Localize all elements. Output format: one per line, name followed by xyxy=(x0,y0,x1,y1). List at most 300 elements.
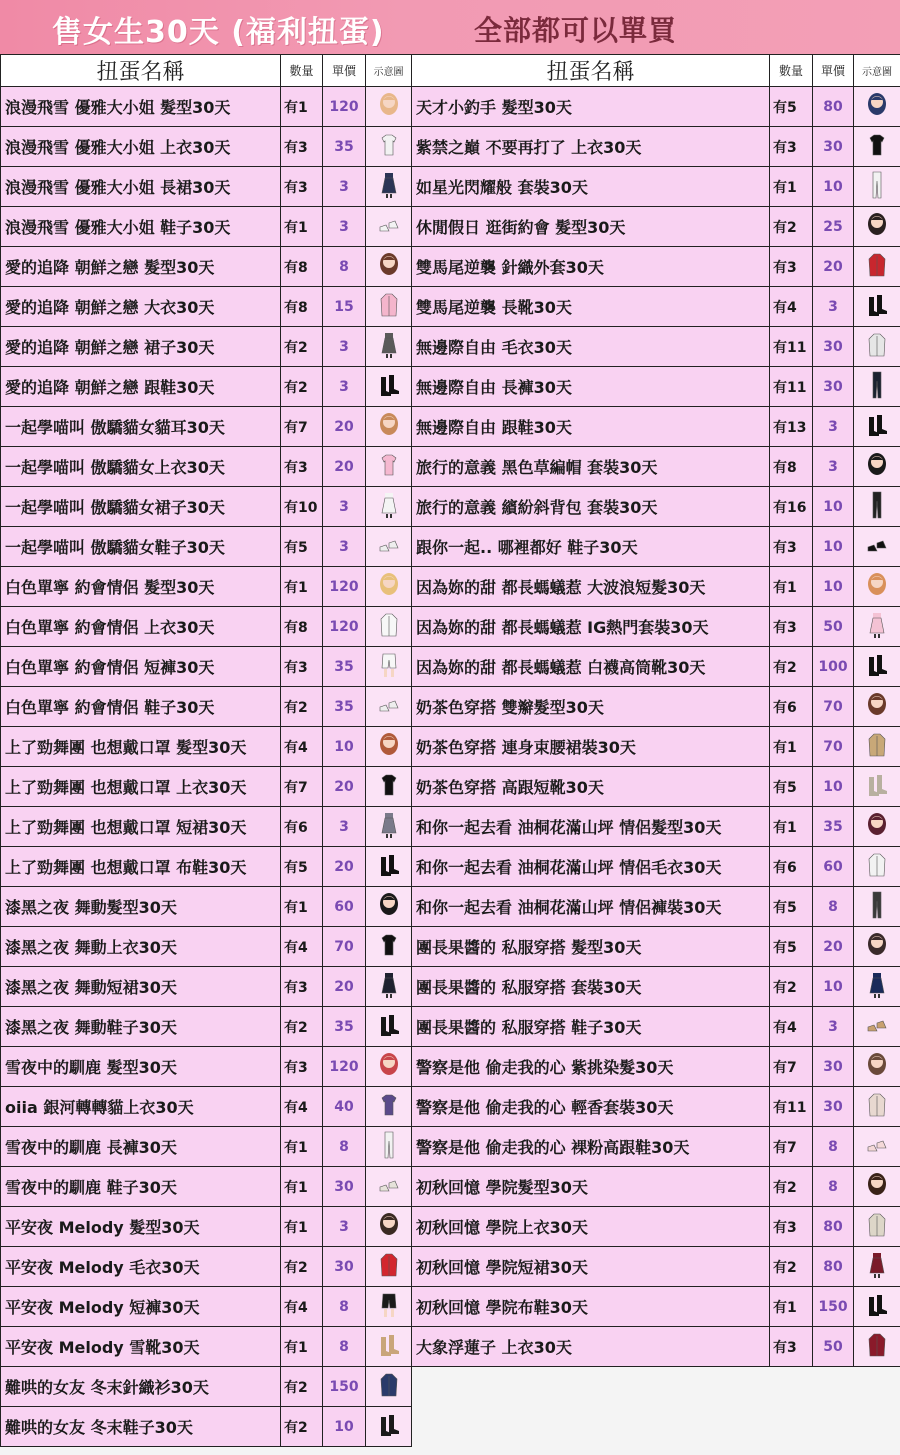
coat-thumb-icon xyxy=(376,1249,402,1285)
item-name: 初秋回憶 學院短裙30天 xyxy=(412,1247,770,1287)
item-quantity: 有8 xyxy=(281,607,323,647)
table-row xyxy=(412,207,900,247)
table-row xyxy=(412,1007,900,1047)
item-quantity: 有4 xyxy=(281,727,323,767)
table-row xyxy=(412,1167,900,1207)
item-price: 80 xyxy=(813,1247,854,1287)
item-price: 10 xyxy=(813,567,854,607)
hair-thumb-icon xyxy=(864,689,890,725)
skirt-thumb-icon xyxy=(864,1249,890,1285)
item-price: 80 xyxy=(813,1207,854,1247)
item-quantity: 有2 xyxy=(281,1007,323,1047)
item-price: 3 xyxy=(323,167,366,207)
item-name: 初秋回憶 學院髮型30天 xyxy=(412,1167,770,1207)
item-thumbnail-cell xyxy=(366,847,412,887)
table-row xyxy=(1,1007,412,1047)
table-row xyxy=(412,927,900,967)
item-price: 30 xyxy=(813,327,854,367)
boots-thumb-icon xyxy=(376,849,402,885)
top-thumb-icon xyxy=(376,129,402,165)
table-row xyxy=(1,367,412,407)
item-quantity: 有3 xyxy=(281,167,323,207)
item-thumbnail-cell xyxy=(366,887,412,927)
item-price: 3 xyxy=(323,527,366,567)
item-name: 漆黑之夜 舞動鞋子30天 xyxy=(1,1007,281,1047)
hair-thumb-icon xyxy=(864,209,890,245)
coat-thumb-icon xyxy=(376,1369,402,1405)
table-row xyxy=(412,687,900,727)
boots-thumb-icon xyxy=(864,769,890,805)
coat-thumb-icon xyxy=(864,729,890,765)
table-row xyxy=(1,847,412,887)
item-quantity: 有7 xyxy=(770,1047,813,1087)
item-name: 浪漫飛雪 優雅大小姐 上衣30天 xyxy=(1,127,281,167)
item-quantity: 有1 xyxy=(281,567,323,607)
item-price: 30 xyxy=(813,1087,854,1127)
boots-thumb-icon xyxy=(864,649,890,685)
item-name: 奶茶色穿搭 高跟短靴30天 xyxy=(412,767,770,807)
item-price: 8 xyxy=(813,1127,854,1167)
item-price: 3 xyxy=(813,447,854,487)
table-row xyxy=(1,1127,412,1167)
table-row xyxy=(1,1367,412,1407)
item-quantity: 有1 xyxy=(281,1207,323,1247)
table-row xyxy=(1,247,412,287)
item-quantity: 有10 xyxy=(281,487,323,527)
skirt-thumb-icon xyxy=(864,969,890,1005)
item-thumbnail-cell xyxy=(854,607,900,647)
item-thumbnail-cell xyxy=(366,1007,412,1047)
item-quantity: 有3 xyxy=(770,127,813,167)
item-thumbnail-cell xyxy=(366,1247,412,1287)
item-price: 40 xyxy=(323,1087,366,1127)
boots-thumb-icon xyxy=(864,289,890,325)
item-price: 20 xyxy=(323,447,366,487)
column-header-name: 扭蛋名稱 xyxy=(1,55,281,87)
item-thumbnail-cell xyxy=(854,407,900,447)
item-price: 150 xyxy=(813,1287,854,1327)
item-name: 無邊際自由 毛衣30天 xyxy=(412,327,770,367)
coat-thumb-icon xyxy=(864,849,890,885)
item-thumbnail-cell xyxy=(854,927,900,967)
item-quantity: 有1 xyxy=(281,1167,323,1207)
item-price: 10 xyxy=(323,727,366,767)
item-price: 3 xyxy=(323,367,366,407)
item-thumbnail-cell xyxy=(854,287,900,327)
item-quantity: 有5 xyxy=(770,927,813,967)
column-header-qty: 數量 xyxy=(770,55,813,87)
item-name: 雙馬尾逆襲 長靴30天 xyxy=(412,287,770,327)
item-price: 120 xyxy=(323,567,366,607)
column-header-price: 單價 xyxy=(813,55,854,87)
item-price: 35 xyxy=(323,1007,366,1047)
item-name: 休閒假日 逛街約會 髮型30天 xyxy=(412,207,770,247)
boots-thumb-icon xyxy=(376,369,402,405)
item-price: 8 xyxy=(323,1127,366,1167)
shoes-thumb-icon xyxy=(864,1129,890,1165)
item-name: 白色單寧 約會情侶 上衣30天 xyxy=(1,607,281,647)
item-thumbnail-cell xyxy=(854,1167,900,1207)
shoes-thumb-icon xyxy=(864,529,890,565)
item-thumbnail-cell xyxy=(854,1047,900,1087)
item-name: 天才小釣手 髮型30天 xyxy=(412,87,770,127)
coat-thumb-icon xyxy=(376,289,402,325)
item-thumbnail-cell xyxy=(854,87,900,127)
item-quantity: 有6 xyxy=(281,807,323,847)
item-name: 警察是他 偷走我的心 裸粉高跟鞋30天 xyxy=(412,1127,770,1167)
item-price: 15 xyxy=(323,287,366,327)
table-row xyxy=(412,487,900,527)
table-row xyxy=(1,727,412,767)
item-quantity: 有2 xyxy=(281,1407,323,1447)
item-quantity: 有2 xyxy=(281,687,323,727)
table-row xyxy=(412,287,900,327)
item-name: 大象浮蓮子 上衣30天 xyxy=(412,1327,770,1367)
item-quantity: 有7 xyxy=(281,407,323,447)
item-name: 平安夜 Melody 毛衣30天 xyxy=(1,1247,281,1287)
item-price: 70 xyxy=(323,927,366,967)
item-quantity: 有3 xyxy=(281,447,323,487)
item-quantity: 有1 xyxy=(281,1327,323,1367)
table-row xyxy=(1,687,412,727)
item-price: 60 xyxy=(323,887,366,927)
item-name: 雪夜中的馴鹿 鞋子30天 xyxy=(1,1167,281,1207)
skirt-thumb-icon xyxy=(864,609,890,645)
top-thumb-icon xyxy=(376,449,402,485)
skirt-thumb-icon xyxy=(376,169,402,205)
item-price: 30 xyxy=(323,1247,366,1287)
item-thumbnail-cell xyxy=(366,127,412,167)
item-name: 浪漫飛雪 優雅大小姐 長裙30天 xyxy=(1,167,281,207)
item-thumbnail-cell xyxy=(854,1087,900,1127)
boots-thumb-icon xyxy=(864,409,890,445)
hair-thumb-icon xyxy=(864,569,890,605)
shoes-thumb-icon xyxy=(376,1169,402,1205)
item-quantity: 有2 xyxy=(281,327,323,367)
shoes-thumb-icon xyxy=(376,209,402,245)
item-quantity: 有1 xyxy=(281,87,323,127)
coat-thumb-icon xyxy=(864,1089,890,1125)
item-name: 雪夜中的馴鹿 髮型30天 xyxy=(1,1047,281,1087)
item-name: 上了勁舞團 也想戴口罩 髮型30天 xyxy=(1,727,281,767)
item-name: 和你一起去看 油桐花滿山坪 情侶毛衣30天 xyxy=(412,847,770,887)
hair-thumb-icon xyxy=(376,1209,402,1245)
item-quantity: 有4 xyxy=(770,1007,813,1047)
item-thumbnail-cell xyxy=(854,247,900,287)
item-quantity: 有1 xyxy=(281,1127,323,1167)
item-name: 無邊際自由 跟鞋30天 xyxy=(412,407,770,447)
item-name: 平安夜 Melody 雪靴30天 xyxy=(1,1327,281,1367)
table-row xyxy=(412,167,900,207)
item-thumbnail-cell xyxy=(366,607,412,647)
item-name: 一起學喵叫 傲驕貓女上衣30天 xyxy=(1,447,281,487)
item-quantity: 有2 xyxy=(281,1367,323,1407)
table-row xyxy=(1,1407,412,1447)
item-price: 120 xyxy=(323,607,366,647)
item-quantity: 有7 xyxy=(281,767,323,807)
table-row xyxy=(412,1247,900,1287)
item-name: 漆黑之夜 舞動髮型30天 xyxy=(1,887,281,927)
hair-thumb-icon xyxy=(376,889,402,925)
item-thumbnail-cell xyxy=(366,1047,412,1087)
item-thumbnail-cell xyxy=(854,647,900,687)
item-thumbnail-cell xyxy=(854,967,900,1007)
item-thumbnail-cell xyxy=(854,1127,900,1167)
table-row xyxy=(412,527,900,567)
item-name: 和你一起去看 油桐花滿山坪 情侶髮型30天 xyxy=(412,807,770,847)
item-name: 上了勁舞團 也想戴口罩 上衣30天 xyxy=(1,767,281,807)
item-thumbnail-cell xyxy=(366,647,412,687)
table-row xyxy=(412,727,900,767)
column-header-thumb: 示意圖 xyxy=(854,55,900,87)
item-name: 漆黑之夜 舞動短裙30天 xyxy=(1,967,281,1007)
item-name: 平安夜 Melody 髮型30天 xyxy=(1,1207,281,1247)
item-name: 難哄的女友 冬末鞋子30天 xyxy=(1,1407,281,1447)
item-price: 120 xyxy=(323,1047,366,1087)
header-banner xyxy=(0,0,900,54)
item-quantity: 有3 xyxy=(770,1207,813,1247)
table-row xyxy=(1,87,412,127)
item-thumbnail-cell xyxy=(854,807,900,847)
item-thumbnail-cell xyxy=(366,687,412,727)
item-quantity: 有2 xyxy=(770,647,813,687)
item-price: 3 xyxy=(323,207,366,247)
pants-thumb-icon xyxy=(864,169,890,205)
item-quantity: 有1 xyxy=(770,1287,813,1327)
item-quantity: 有2 xyxy=(281,367,323,407)
pants-thumb-icon xyxy=(864,369,890,405)
item-quantity: 有3 xyxy=(281,967,323,1007)
item-quantity: 有5 xyxy=(770,887,813,927)
table-row xyxy=(1,1087,412,1127)
item-thumbnail-cell xyxy=(366,1367,412,1407)
item-name: 紫禁之巔 不要再打了 上衣30天 xyxy=(412,127,770,167)
skirt-thumb-icon xyxy=(376,329,402,365)
item-price: 70 xyxy=(813,727,854,767)
table-row xyxy=(412,1127,900,1167)
item-name: 浪漫飛雪 優雅大小姐 髮型30天 xyxy=(1,87,281,127)
item-name: 雙馬尾逆襲 針織外套30天 xyxy=(412,247,770,287)
item-name: 初秋回憶 學院布鞋30天 xyxy=(412,1287,770,1327)
item-thumbnail-cell xyxy=(366,1287,412,1327)
table-row xyxy=(412,1327,900,1367)
item-quantity: 有2 xyxy=(770,207,813,247)
item-thumbnail-cell xyxy=(854,847,900,887)
item-price: 35 xyxy=(323,127,366,167)
item-price: 3 xyxy=(813,287,854,327)
table-row xyxy=(1,207,412,247)
page-subtitle: 全部都可以單買 xyxy=(474,14,678,47)
table-row xyxy=(1,967,412,1007)
table-row xyxy=(1,527,412,567)
table-row xyxy=(412,767,900,807)
item-price: 3 xyxy=(323,327,366,367)
shorts-thumb-icon xyxy=(376,1289,402,1325)
table-row xyxy=(412,1047,900,1087)
table-row xyxy=(1,767,412,807)
item-price: 80 xyxy=(813,87,854,127)
item-price: 100 xyxy=(813,647,854,687)
item-price: 35 xyxy=(323,687,366,727)
item-quantity: 有1 xyxy=(770,167,813,207)
item-quantity: 有3 xyxy=(281,647,323,687)
item-quantity: 有5 xyxy=(281,847,323,887)
item-thumbnail-cell xyxy=(854,1287,900,1327)
table-row xyxy=(1,927,412,967)
item-name: 上了勁舞團 也想戴口罩 布鞋30天 xyxy=(1,847,281,887)
table-row xyxy=(412,247,900,287)
table-row xyxy=(412,1207,900,1247)
item-quantity: 有7 xyxy=(770,1127,813,1167)
item-price: 30 xyxy=(813,127,854,167)
table-row xyxy=(1,1167,412,1207)
item-quantity: 有5 xyxy=(281,527,323,567)
table-row xyxy=(412,87,900,127)
top-thumb-icon xyxy=(864,129,890,165)
coat-thumb-icon xyxy=(864,1329,890,1365)
item-thumbnail-cell xyxy=(854,687,900,727)
hair-thumb-icon xyxy=(376,1049,402,1085)
table-row xyxy=(1,807,412,847)
item-quantity: 有13 xyxy=(770,407,813,447)
hair-thumb-icon xyxy=(864,929,890,965)
item-name: 警察是他 偷走我的心 紫挑染髮30天 xyxy=(412,1047,770,1087)
table-row xyxy=(1,1287,412,1327)
table-row xyxy=(1,447,412,487)
item-price: 10 xyxy=(813,167,854,207)
item-quantity: 有6 xyxy=(770,847,813,887)
item-name: 漆黑之夜 舞動上衣30天 xyxy=(1,927,281,967)
item-quantity: 有11 xyxy=(770,1087,813,1127)
item-thumbnail-cell xyxy=(854,767,900,807)
item-quantity: 有6 xyxy=(770,687,813,727)
skirt-thumb-icon xyxy=(376,809,402,845)
item-quantity: 有1 xyxy=(770,727,813,767)
item-name: 如星光閃耀般 套裝30天 xyxy=(412,167,770,207)
table-row xyxy=(412,1287,900,1327)
item-quantity: 有1 xyxy=(281,887,323,927)
right-item-table xyxy=(411,54,900,1367)
item-price: 3 xyxy=(813,407,854,447)
table-header-row xyxy=(1,55,412,87)
item-thumbnail-cell xyxy=(366,1407,412,1447)
shoes-thumb-icon xyxy=(376,529,402,565)
item-thumbnail-cell xyxy=(854,207,900,247)
table-row xyxy=(412,367,900,407)
item-name: 愛的追降 朝鮮之戀 髮型30天 xyxy=(1,247,281,287)
coat-thumb-icon xyxy=(864,249,890,285)
item-thumbnail-cell xyxy=(366,927,412,967)
table-row xyxy=(1,127,412,167)
coat-thumb-icon xyxy=(864,329,890,365)
table-row xyxy=(1,487,412,527)
hair-thumb-icon xyxy=(376,89,402,125)
item-price: 10 xyxy=(323,1407,366,1447)
item-name: 團長果醬的 私服穿搭 髮型30天 xyxy=(412,927,770,967)
item-price: 60 xyxy=(813,847,854,887)
table-row xyxy=(1,167,412,207)
item-price: 20 xyxy=(323,407,366,447)
item-name: 奶茶色穿搭 連身束腰裙裝30天 xyxy=(412,727,770,767)
item-price: 50 xyxy=(813,1327,854,1367)
item-name: 愛的追降 朝鮮之戀 裙子30天 xyxy=(1,327,281,367)
boots-thumb-icon xyxy=(864,1289,890,1325)
item-quantity: 有8 xyxy=(281,287,323,327)
item-name: 初秋回憶 學院上衣30天 xyxy=(412,1207,770,1247)
item-price: 10 xyxy=(813,767,854,807)
item-thumbnail-cell xyxy=(366,527,412,567)
item-quantity: 有8 xyxy=(770,447,813,487)
item-thumbnail-cell xyxy=(366,327,412,367)
item-price: 10 xyxy=(813,527,854,567)
item-name: 因為妳的甜 都長螞蟻惹 大波浪短髮30天 xyxy=(412,567,770,607)
item-name: 因為妳的甜 都長螞蟻惹 白襪高筒靴30天 xyxy=(412,647,770,687)
hair-thumb-icon xyxy=(864,449,890,485)
item-name: 平安夜 Melody 短褲30天 xyxy=(1,1287,281,1327)
item-name: 無邊際自由 長褲30天 xyxy=(412,367,770,407)
table-row xyxy=(412,847,900,887)
table-row xyxy=(412,967,900,1007)
item-name: 團長果醬的 私服穿搭 套裝30天 xyxy=(412,967,770,1007)
item-thumbnail-cell xyxy=(366,807,412,847)
boots-thumb-icon xyxy=(376,1009,402,1045)
item-price: 120 xyxy=(323,87,366,127)
table-row xyxy=(1,1207,412,1247)
item-price: 8 xyxy=(813,1167,854,1207)
item-price: 8 xyxy=(813,887,854,927)
table-row xyxy=(1,607,412,647)
table-row xyxy=(412,327,900,367)
item-thumbnail-cell xyxy=(366,1167,412,1207)
item-quantity: 有4 xyxy=(281,927,323,967)
item-price: 70 xyxy=(813,687,854,727)
item-quantity: 有5 xyxy=(770,87,813,127)
table-row xyxy=(412,567,900,607)
item-price: 20 xyxy=(323,767,366,807)
item-thumbnail-cell xyxy=(366,1087,412,1127)
item-price: 3 xyxy=(323,807,366,847)
table-row xyxy=(412,607,900,647)
item-quantity: 有3 xyxy=(770,527,813,567)
item-price: 3 xyxy=(813,1007,854,1047)
item-name: 難哄的女友 冬末針織衫30天 xyxy=(1,1367,281,1407)
table-row xyxy=(1,647,412,687)
item-thumbnail-cell xyxy=(854,327,900,367)
top-thumb-icon xyxy=(376,769,402,805)
item-thumbnail-cell xyxy=(854,167,900,207)
item-thumbnail-cell xyxy=(854,487,900,527)
table-row xyxy=(412,1087,900,1127)
table-row xyxy=(412,447,900,487)
item-name: 白色單寧 約會情侶 髮型30天 xyxy=(1,567,281,607)
item-name: 警察是他 偷走我的心 輕香套裝30天 xyxy=(412,1087,770,1127)
item-thumbnail-cell xyxy=(366,287,412,327)
item-name: 雪夜中的馴鹿 長褲30天 xyxy=(1,1127,281,1167)
item-name: 因為妳的甜 都長螞蟻惹 IG熱門套裝30天 xyxy=(412,607,770,647)
item-thumbnail-cell xyxy=(366,167,412,207)
table-row xyxy=(412,887,900,927)
coat-thumb-icon xyxy=(376,609,402,645)
item-quantity: 有16 xyxy=(770,487,813,527)
item-name: 愛的追降 朝鮮之戀 大衣30天 xyxy=(1,287,281,327)
item-name: 跟你一起.. 哪裡都好 鞋子30天 xyxy=(412,527,770,567)
table-row xyxy=(1,1247,412,1287)
item-name: 一起學喵叫 傲驕貓女鞋子30天 xyxy=(1,527,281,567)
item-thumbnail-cell xyxy=(854,527,900,567)
hair-thumb-icon xyxy=(376,409,402,445)
hair-thumb-icon xyxy=(864,809,890,845)
hair-thumb-icon xyxy=(864,1169,890,1205)
